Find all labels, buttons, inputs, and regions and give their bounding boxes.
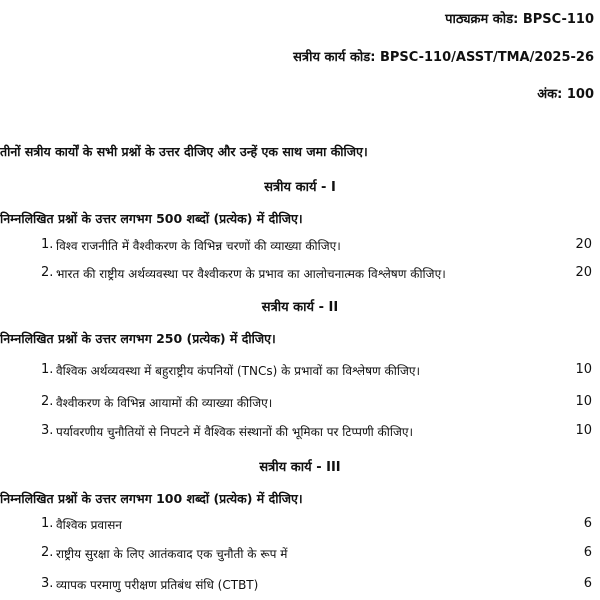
question-number: 1. [41, 516, 54, 531]
question-item [0, 423, 600, 443]
section-2-heading: सत्रीय कार्य - II [261, 300, 339, 315]
question-number: 3. [41, 423, 54, 438]
section-2-instruction: निम्नलिखित प्रश्नों के उत्तर लगभग 250 (प्रत्येक) में दीजिए। [0, 331, 276, 346]
question-item [0, 265, 600, 285]
question-text: व्यापक परमाणु परीक्षण प्रतिबंध संधि (CTBT) [56, 578, 259, 592]
question-number: 2. [41, 265, 54, 280]
general-instruction: तीनों सत्रीय कार्यों के सभी प्रश्नों के उत्तर दीजिए और उन्हें एक साथ जमा कीजिए। [0, 144, 368, 159]
section-3-instruction: निम्नलिखित प्रश्नों के उत्तर लगभग 100 शब्दों (प्रत्येक) में दीजिए। [0, 491, 303, 506]
question-marks: 10 [575, 423, 592, 438]
course-code: पाठ्यक्रम कोड: BPSC-110 [445, 12, 594, 27]
question-marks: 6 [583, 576, 592, 591]
assignment-code: सत्रीय कार्य कोड: BPSC-110/ASST/TMA/2025-26 [293, 50, 594, 65]
section-3-heading: सत्रीय कार्य - III [259, 460, 341, 475]
question-number: 2. [41, 545, 54, 560]
question-text: वैश्वीकरण के विभिन्न आयामों की व्याख्या कीजिए। [56, 396, 273, 410]
question-number: 2. [41, 394, 54, 409]
question-number: 1. [41, 362, 54, 377]
question-item [0, 516, 600, 536]
question-item [0, 362, 600, 382]
question-number: 1. [41, 237, 54, 252]
question-marks: 20 [575, 265, 592, 280]
question-text: विश्व राजनीति में वैश्वीकरण के विभिन्न चरणों की व्याख्या कीजिए। [56, 239, 341, 253]
question-text: भारत की राष्ट्रीय अर्थव्यवस्था पर वैश्वीकरण के प्रभाव का आलोचनात्मक विश्लेषण कीजिए। [56, 267, 446, 281]
question-text: वैश्विक अर्थव्यवस्था में बहुराष्ट्रीय कंपनियों (TNCs) के प्रभावों का विश्लेषण कीजिए। [56, 364, 421, 378]
question-marks: 10 [575, 362, 592, 377]
total-marks: अंक: 100 [537, 87, 594, 102]
question-marks: 6 [583, 545, 592, 560]
section-1-heading: सत्रीय कार्य - I [264, 180, 336, 195]
question-text: पर्यावरणीय चुनौतियों से निपटने में वैश्विक संस्थानों की भूमिका पर टिप्पणी कीजिए। [56, 425, 414, 439]
section-1-instruction: निम्नलिखित प्रश्नों के उत्तर लगभग 500 शब्दों (प्रत्येक) में दीजिए। [0, 211, 303, 226]
question-marks: 10 [575, 394, 592, 409]
question-item [0, 237, 600, 257]
question-text: वैश्विक प्रवासन [56, 518, 122, 532]
question-marks: 20 [575, 237, 592, 252]
question-text: राष्ट्रीय सुरक्षा के लिए आतंकवाद एक चुनौती के रूप में [56, 547, 288, 561]
question-marks: 6 [583, 516, 592, 531]
question-item [0, 545, 600, 565]
question-item [0, 394, 600, 414]
question-item [0, 576, 600, 596]
question-number: 3. [41, 576, 54, 591]
